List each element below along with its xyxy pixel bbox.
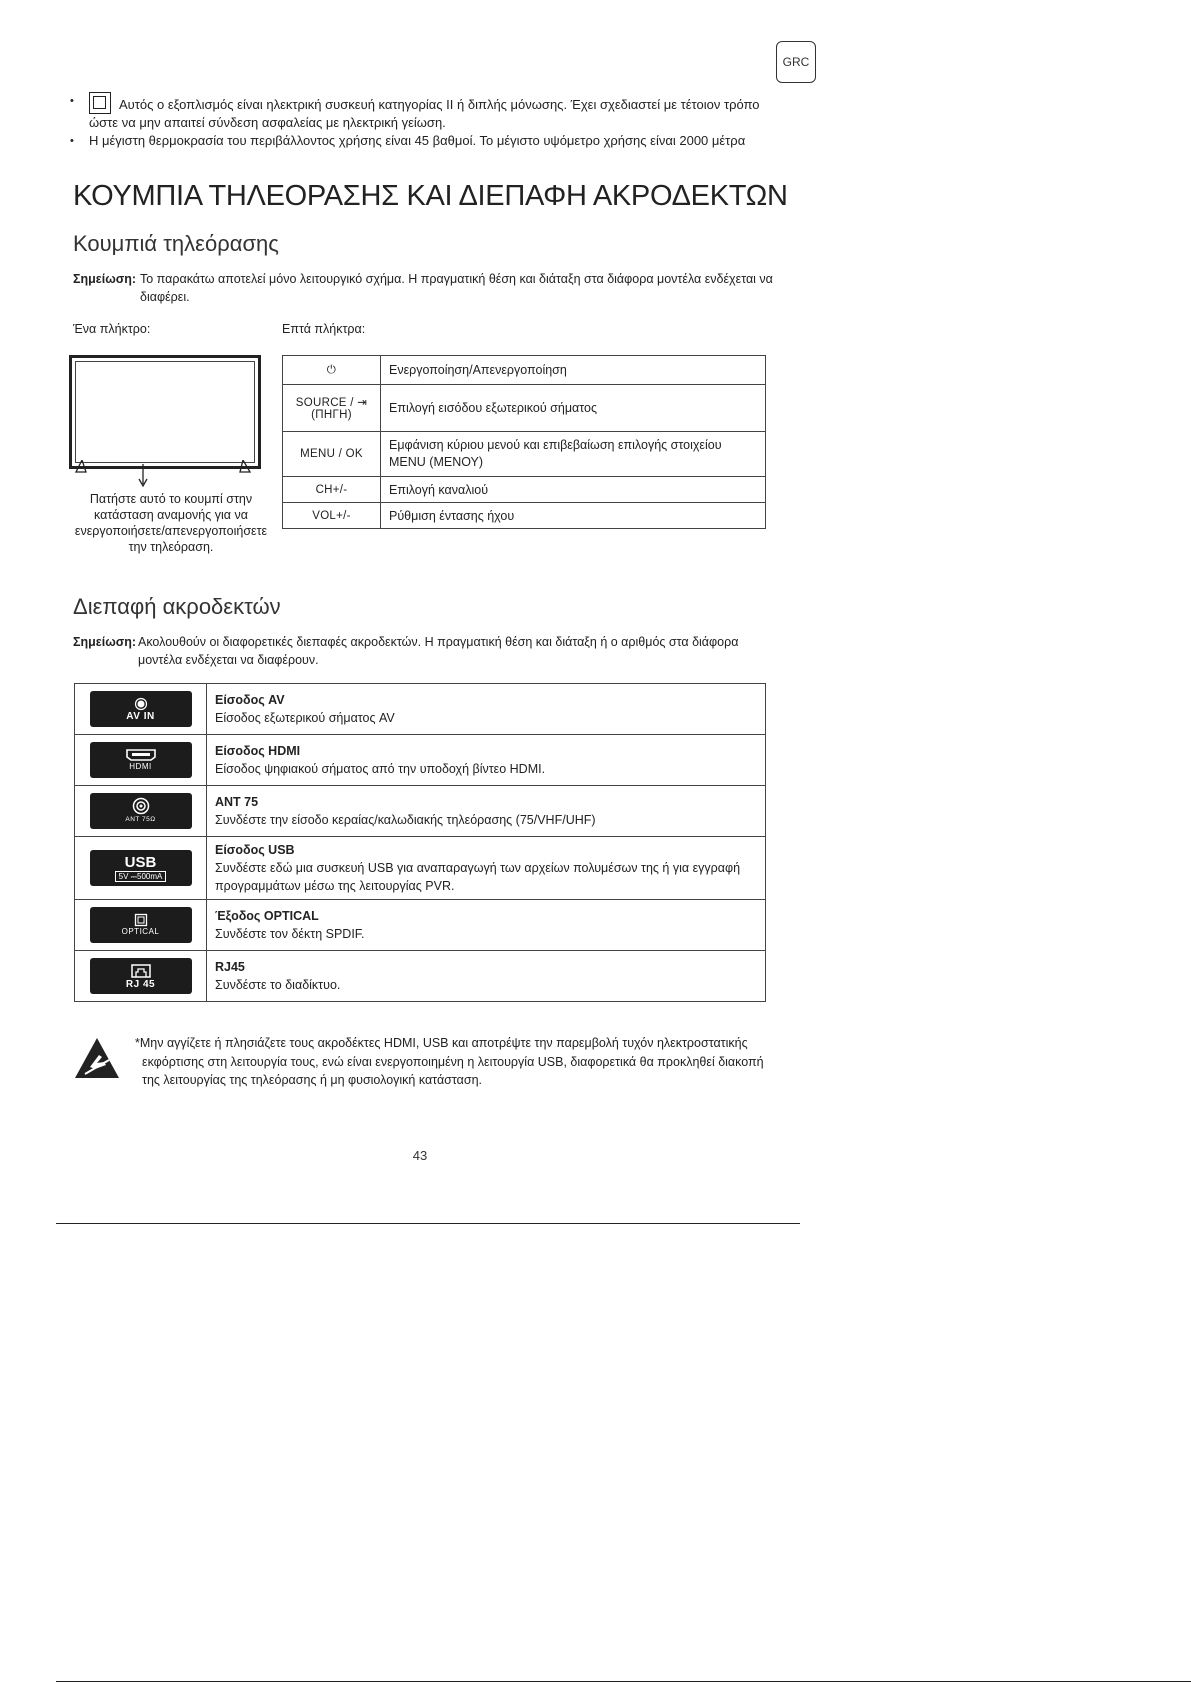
port-desc: Συνδέστε τον δέκτη SPDIF. bbox=[215, 927, 365, 941]
table-row bbox=[283, 356, 766, 385]
port-title: RJ45 bbox=[215, 960, 245, 974]
buttons-note bbox=[73, 270, 773, 306]
tv-illustration bbox=[69, 355, 261, 469]
esd-warning-text: *Μην αγγίζετε ή πλησιάζετε τους ακροδέκτες HDMI, USB και αποτρέψτε την παρεμβολή τυχόν ηλεκτροστατικής εκφόρτισης στη λειτουργία τους, ενώ είναι ενεργοποιημένη η λειτουργία USB, διαφορετικά θα προκληθεί διακοπή της λειτουργίας της τηλεόρασης ή μη φυσιολογική κατάσταση. bbox=[135, 1036, 764, 1087]
esd-warning-icon bbox=[73, 1036, 121, 1080]
table-row bbox=[283, 503, 766, 529]
table-row bbox=[283, 432, 766, 477]
bullet-text: Αυτός ο εξοπλισμός είναι ηλεκτρική συσκευή κατηγορίας II ή διπλής μόνωσης. Έχει σχεδιαστεί με τέτοιον τρόπο ώστε να μην απαιτεί σύνδεση ασφαλείας με ηλεκτρική γείωση. bbox=[89, 97, 760, 130]
bullet-text: Η μέγιστη θερμοκρασία του περιβάλλοντος χρήσης είναι 45 βαθμοί. Το μέγιστο υψόμετρο χρήσης είναι 2000 μέτρα bbox=[89, 133, 746, 148]
antenna-port-icon: ANT 75Ω bbox=[90, 793, 192, 829]
power-icon: ⏻ bbox=[283, 356, 381, 385]
bullet-item bbox=[70, 132, 770, 150]
note-text: Το παρακάτω αποτελεί μόνο λειτουργικό σχήμα. Η πραγματική θέση και διάταξη στα διάφορα μοντέλα ενδέχεται να διαφέρει. bbox=[140, 272, 773, 304]
bullet-item bbox=[70, 92, 770, 132]
port-title: Είσοδος USB bbox=[215, 843, 295, 857]
table-row bbox=[75, 735, 766, 786]
one-key-caption: Πατήστε αυτό το κουμπί στην κατάσταση αναμονής για να ενεργοποιήσετε/απενεργοποιήσετε την τηλεόραση. bbox=[74, 492, 268, 554]
seven-keys-label: Επτά πλήκτρα: bbox=[282, 322, 366, 336]
port-desc: Συνδέστε εδώ μια συσκευή USB για αναπαραγωγή των αρχείων πολυμέσων της ή για εγγραφή προγραμμάτων μέσω της λειτουργίας PVR. bbox=[215, 861, 741, 893]
bottom-divider bbox=[56, 1681, 1191, 1682]
optical-port-icon: OPTICAL bbox=[90, 907, 192, 943]
port-title: Είσοδος HDMI bbox=[215, 744, 301, 758]
seven-keys-table bbox=[282, 355, 766, 529]
safety-bullets bbox=[70, 92, 770, 150]
hdmi-port-icon: HDMI bbox=[90, 742, 192, 778]
table-row bbox=[75, 900, 766, 951]
interface-note bbox=[73, 633, 773, 669]
one-key-label: Ένα πλήκτρο: bbox=[73, 322, 151, 336]
key-name: VOL+/- bbox=[283, 503, 381, 529]
table-row bbox=[75, 684, 766, 735]
port-desc: Συνδέστε το διαδίκτυο. bbox=[215, 978, 341, 992]
table-row bbox=[75, 951, 766, 1002]
port-desc: Είσοδος ψηφιακού σήματος από την υποδοχή βίντεο HDMI. bbox=[215, 762, 546, 776]
note-text: Ακολουθούν οι διαφορετικές διεπαφές ακροδεκτών. Η πραγματική θέση και διάταξη ή ο αριθμός στα διάφορα μοντέλα ενδέχεται να διαφέρουν. bbox=[138, 635, 739, 667]
table-row bbox=[283, 477, 766, 503]
note-label: Σημείωση: bbox=[73, 272, 137, 286]
section-heading-interface: Διεπαφή ακροδεκτών bbox=[73, 594, 281, 619]
port-title: ANT 75 bbox=[215, 795, 259, 809]
table-row bbox=[283, 385, 766, 432]
page-divider bbox=[56, 1223, 800, 1224]
key-description: Επιλογή εισόδου εξωτερικού σήματος bbox=[381, 385, 766, 432]
key-description: Εμφάνιση κύριου μενού και επιβεβαίωση επιλογής στοιχείου MENU (ΜΕΝΟΥ) bbox=[381, 432, 766, 477]
key-name: CH+/- bbox=[283, 477, 381, 503]
key-name: SOURCE / ⇥ (ΠΗΓΗ) bbox=[283, 385, 381, 432]
interface-table bbox=[74, 683, 766, 1002]
key-description: Ρύθμιση έντασης ήχου bbox=[381, 503, 766, 529]
av-in-port-icon: AV IN bbox=[90, 691, 192, 727]
port-desc: Συνδέστε την είσοδο κεραίας/καλωδιακής τηλεόρασης (75/VHF/UHF) bbox=[215, 813, 596, 827]
port-desc: Είσοδος εξωτερικού σήματος AV bbox=[215, 711, 395, 725]
page-number: 43 bbox=[412, 1148, 428, 1163]
rj45-port-icon: RJ 45 bbox=[90, 958, 192, 994]
section-heading-buttons: Κουμπιά τηλεόρασης bbox=[73, 231, 279, 256]
key-name: MENU / OK bbox=[283, 432, 381, 477]
table-row bbox=[75, 837, 766, 900]
port-title: Έξοδος OPTICAL bbox=[215, 909, 319, 923]
note-label: Σημείωση: bbox=[73, 635, 137, 649]
tv-stand-and-arrow bbox=[66, 460, 262, 490]
usb-port-icon: USB 5V ⎓500mA bbox=[90, 850, 192, 886]
language-badge: GRC bbox=[776, 41, 816, 83]
table-row bbox=[75, 786, 766, 837]
key-description: Επιλογή καναλιού bbox=[381, 477, 766, 503]
port-title: Είσοδος AV bbox=[215, 693, 285, 707]
class-ii-insulation-icon bbox=[89, 92, 111, 114]
page-title: ΚΟΥΜΠΙΑ ΤΗΛΕΟΡΑΣΗΣ ΚΑΙ ΔΙΕΠΑΦΗ ΑΚΡΟΔΕΚΤΩΝ bbox=[73, 180, 788, 212]
key-description: Ενεργοποίηση/Απενεργοποίηση bbox=[381, 356, 766, 385]
